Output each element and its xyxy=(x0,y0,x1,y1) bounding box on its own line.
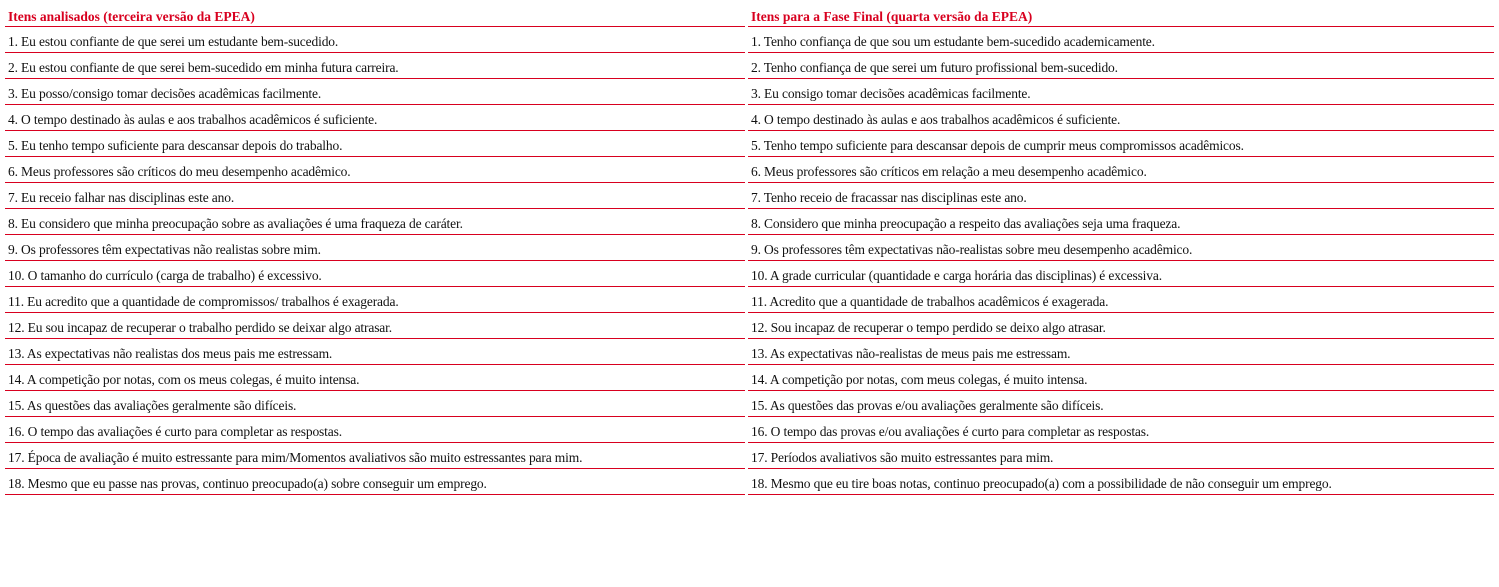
table-row: 3. Eu consigo tomar decisões acadêmicas facilmente. xyxy=(748,79,1494,105)
table-row: 15. As questões das provas e/ou avaliações geralmente são difíceis. xyxy=(748,391,1494,417)
column-third-version xyxy=(5,0,745,495)
table-row: 3. Eu posso/consigo tomar decisões acadêmicas facilmente. xyxy=(5,79,745,105)
table-row: 9. Os professores têm expectativas não realistas sobre mim. xyxy=(5,235,745,261)
table-row: 11. Eu acredito que a quantidade de compromissos/ trabalhos é exagerada. xyxy=(5,287,745,313)
table-row: 14. A competição por notas, com os meus colegas, é muito intensa. xyxy=(5,365,745,391)
table-row: 7. Tenho receio de fracassar nas disciplinas este ano. xyxy=(748,183,1494,209)
table-row: 18. Mesmo que eu tire boas notas, continuo preocupado(a) com a possibilidade de não conseguir um emprego. xyxy=(748,469,1494,495)
table-row: 1. Tenho confiança de que sou um estudante bem-sucedido academicamente. xyxy=(748,27,1494,53)
table-row: 9. Os professores têm expectativas não-realistas sobre meu desempenho acadêmico. xyxy=(748,235,1494,261)
table-row: 1. Eu estou confiante de que serei um estudante bem-sucedido. xyxy=(5,27,745,53)
table-row: 12. Sou incapaz de recuperar o tempo perdido se deixo algo atrasar. xyxy=(748,313,1494,339)
table-row: 10. A grade curricular (quantidade e carga horária das disciplinas) é excessiva. xyxy=(748,261,1494,287)
comparison-table xyxy=(5,0,1494,495)
table-row: 14. A competição por notas, com meus colegas, é muito intensa. xyxy=(748,365,1494,391)
table-row: 13. As expectativas não-realistas de meus pais me estressam. xyxy=(748,339,1494,365)
table-row: 5. Eu tenho tempo suficiente para descansar depois do trabalho. xyxy=(5,131,745,157)
table-row: 16. O tempo das provas e/ou avaliações é curto para completar as respostas. xyxy=(748,417,1494,443)
table-row: 10. O tamanho do currículo (carga de trabalho) é excessivo. xyxy=(5,261,745,287)
table-row: 15. As questões das avaliações geralmente são difíceis. xyxy=(5,391,745,417)
table-row: 16. O tempo das avaliações é curto para completar as respostas. xyxy=(5,417,745,443)
table-row: 6. Meus professores são críticos do meu desempenho acadêmico. xyxy=(5,157,745,183)
table-row: 17. Época de avaliação é muito estressante para mim/Momentos avaliativos são muito estressantes para mim. xyxy=(5,443,745,469)
table-row: 4. O tempo destinado às aulas e aos trabalhos acadêmicos é suficiente. xyxy=(5,105,745,131)
column-header: Itens analisados (terceira versão da EPEA) xyxy=(5,0,745,27)
table-row: 18. Mesmo que eu passe nas provas, continuo preocupado(a) sobre conseguir um emprego. xyxy=(5,469,745,495)
table-row: 2. Tenho confiança de que serei um futuro profissional bem-sucedido. xyxy=(748,53,1494,79)
table-row: 5. Tenho tempo suficiente para descansar depois de cumprir meus compromissos acadêmicos. xyxy=(748,131,1494,157)
table-row: 4. O tempo destinado às aulas e aos trabalhos acadêmicos é suficiente. xyxy=(748,105,1494,131)
column-fourth-version xyxy=(748,0,1494,495)
table-row: 7. Eu receio falhar nas disciplinas este ano. xyxy=(5,183,745,209)
table-row: 8. Considero que minha preocupação a respeito das avaliações seja uma fraqueza. xyxy=(748,209,1494,235)
table-row: 6. Meus professores são críticos em relação a meu desempenho acadêmico. xyxy=(748,157,1494,183)
table-row: 17. Períodos avaliativos são muito estressantes para mim. xyxy=(748,443,1494,469)
table-row: 12. Eu sou incapaz de recuperar o trabalho perdido se deixar algo atrasar. xyxy=(5,313,745,339)
table-row: 8. Eu considero que minha preocupação sobre as avaliações é uma fraqueza de caráter. xyxy=(5,209,745,235)
table-row: 13. As expectativas não realistas dos meus pais me estressam. xyxy=(5,339,745,365)
table-row: 2. Eu estou confiante de que serei bem-sucedido em minha futura carreira. xyxy=(5,53,745,79)
column-header: Itens para a Fase Final (quarta versão da EPEA) xyxy=(748,0,1494,27)
table-row: 11. Acredito que a quantidade de trabalhos acadêmicos é exagerada. xyxy=(748,287,1494,313)
